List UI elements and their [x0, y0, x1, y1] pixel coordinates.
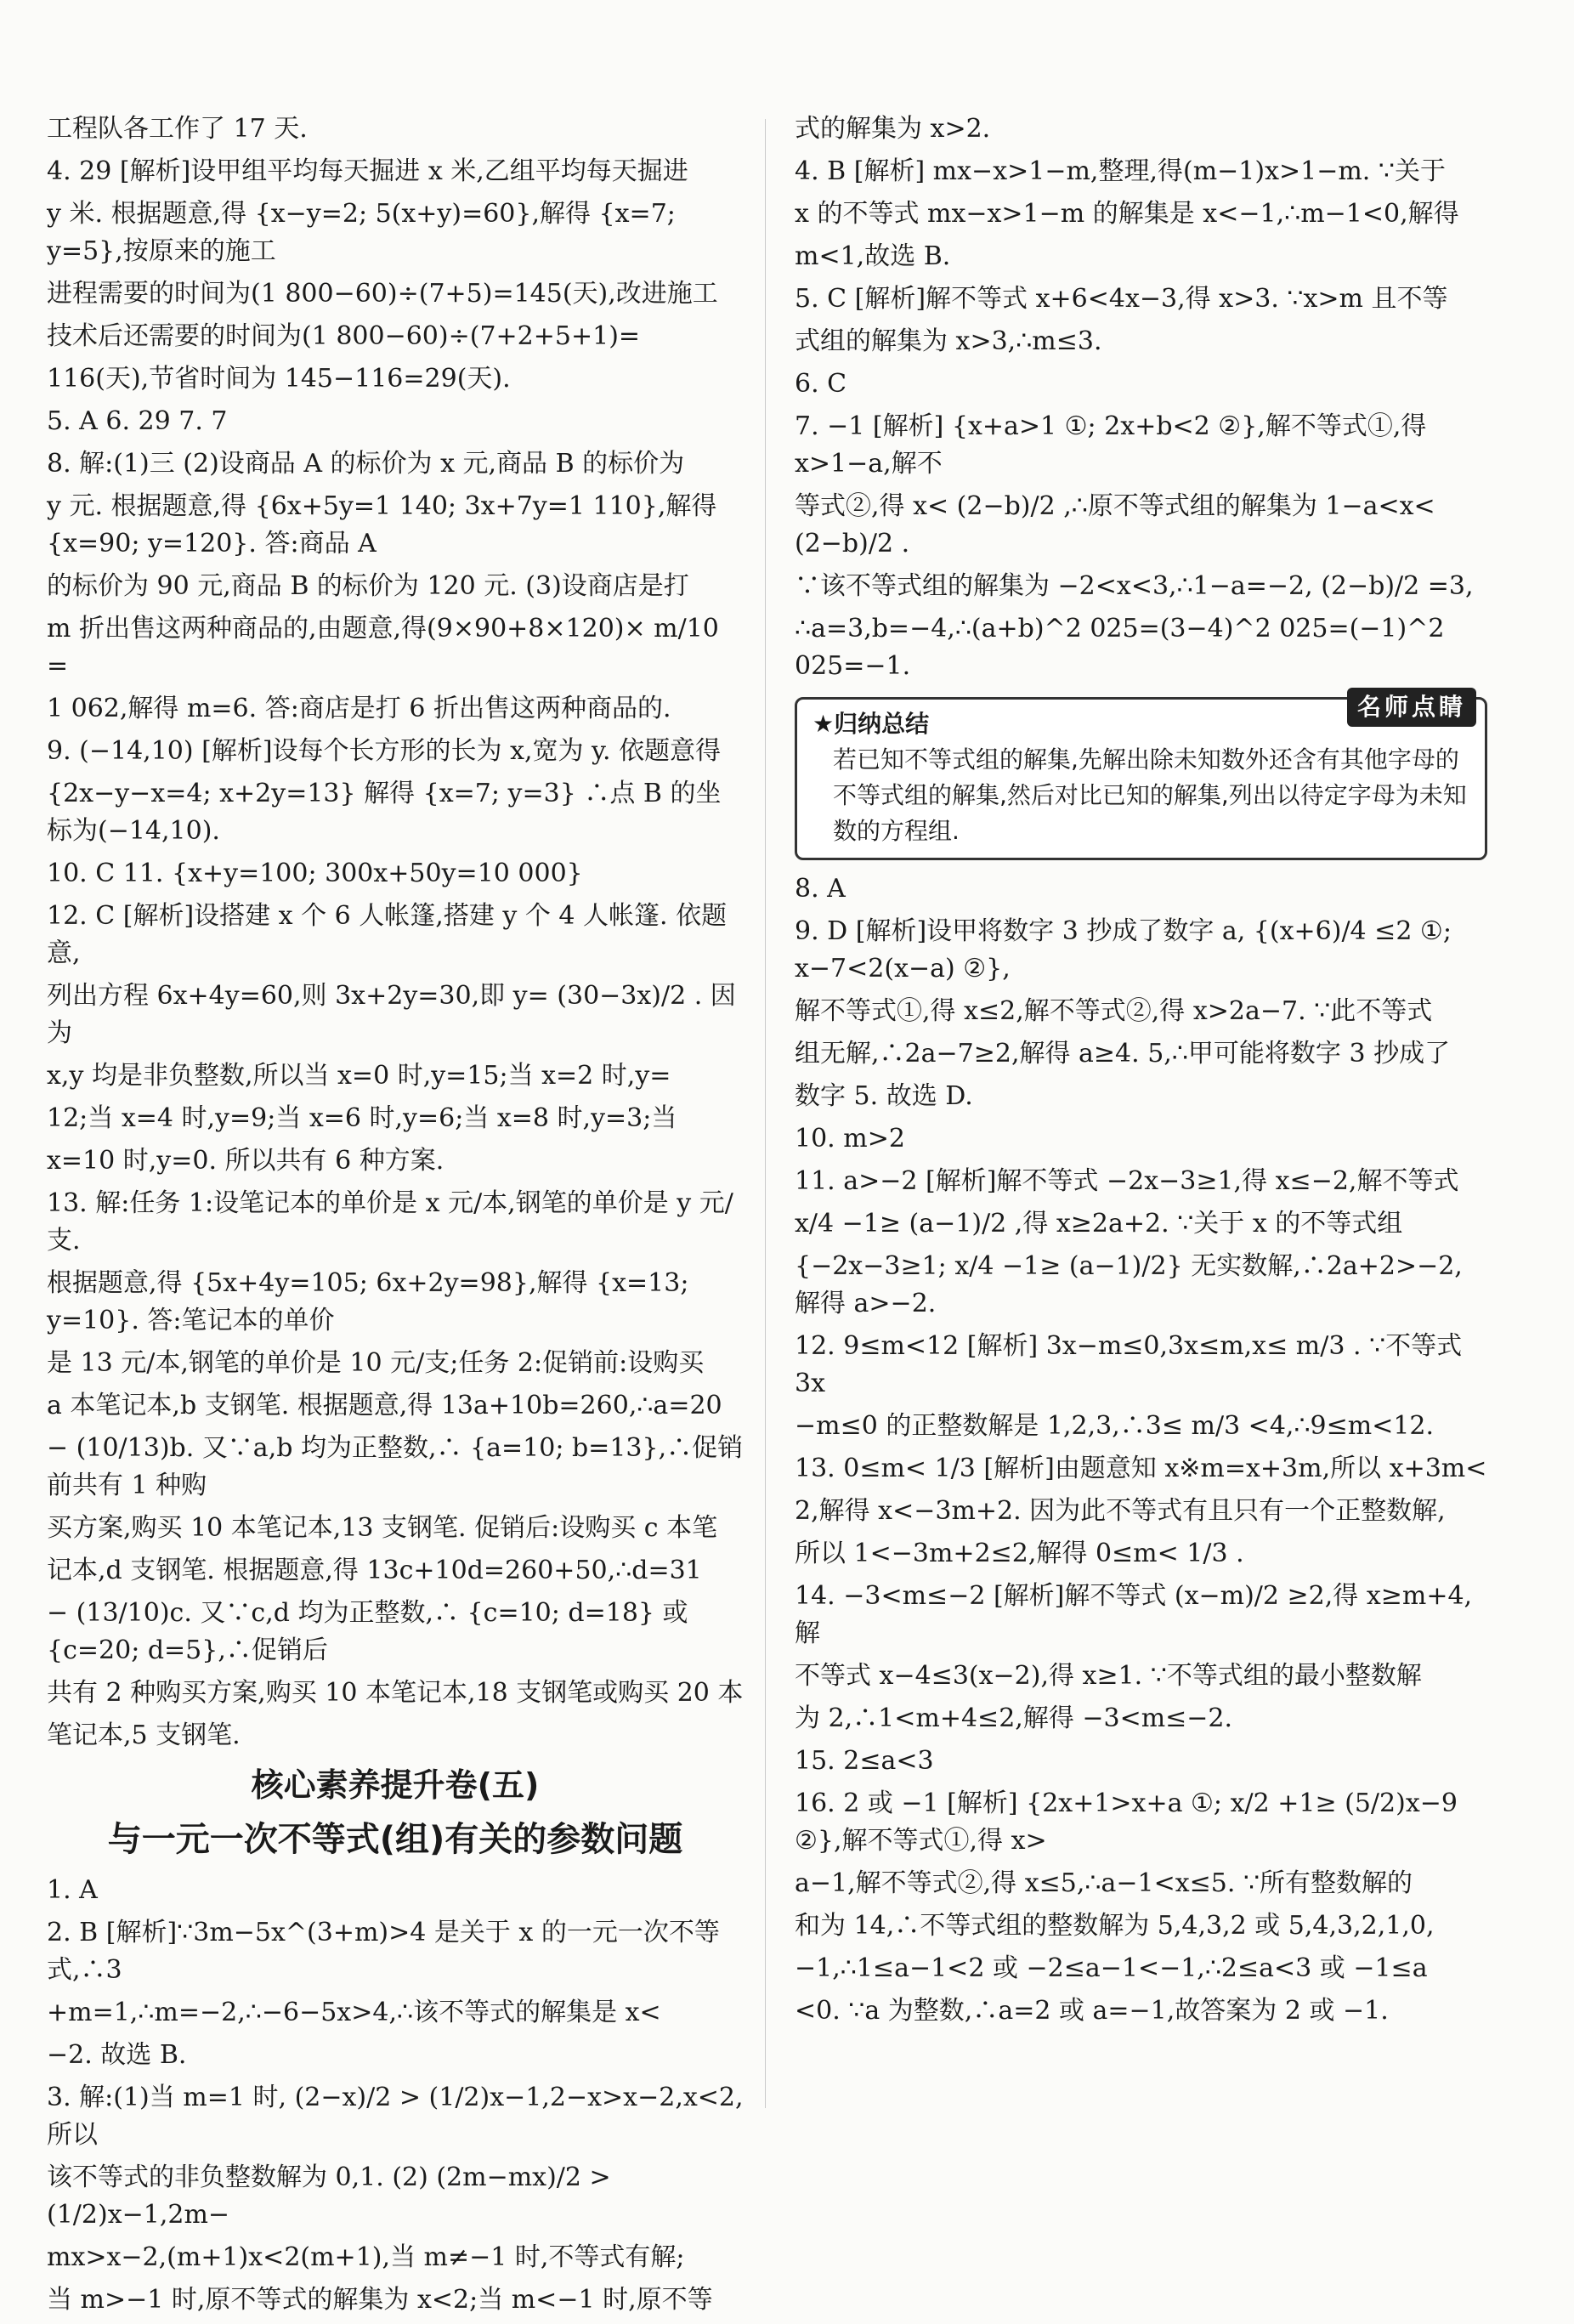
summary-body: 若已知不等式组的解集,先解出除未知数外还含有其他字母的不等式组的解集,然后对比已知的解集,列出以待定字母为未知数的方程组. [833, 745, 1467, 845]
answer-line: x=10 时,y=0. 所以共有 6 种方案. [47, 1146, 444, 1176]
answer-line: −1,∴1≤a−1<2 或 −2≤a−1<−1,∴2≤a<3 或 −1≤a [795, 1953, 1428, 1983]
answer-line: 15. 2≤a<3 [795, 1746, 934, 1776]
answer-line: 8. A [795, 874, 846, 904]
answer-line: 1 062,解得 m=6. 答:商店是打 6 折出售这两种商品的. [47, 694, 671, 723]
answer-line: +m=1,∴m=−2,∴−6−5x>4,∴该不等式的解集是 x< [47, 1998, 661, 2027]
answer-line: −2. 故选 B. [47, 2040, 187, 2070]
answer-line: 12. C [解析]设搭建 x 个 6 人帐篷,搭建 y 个 4 人帐篷. 依题意, [47, 901, 728, 968]
answer-line: 工程队各工作了 17 天. [47, 114, 308, 144]
answer-line: a 本笔记本,b 支钢笔. 根据题意,得 13a+10b=260,∴a=20 [47, 1391, 722, 1420]
answer-line: 共有 2 种购买方案,购买 10 本笔记本,18 支钢笔或购买 20 本 [47, 1678, 744, 1708]
answer-line: 116(天),节省时间为 145−116=29(天). [47, 364, 511, 394]
answer-line: a−1,解不等式②,得 x≤5,∴a−1<x≤5. ∵所有整数解的 [795, 1868, 1413, 1898]
summary-heading: ★归纳总结 [812, 710, 930, 738]
answer-line: 12. 9≤m<12 [解析] 3x−m≤0,3x≤m,x≤ m/3 . ∵不等式 3x [795, 1331, 1463, 1398]
answer-line: y 米. 根据题意,得 {x−y=2; 5(x+y)=60},解得 {x=7; y=5},按原来的施工 [47, 199, 676, 266]
answer-line: 2. B [解析]∵3m−5x^(3+m)>4 是关于 x 的一元一次不等式,∴3 [47, 1918, 720, 1985]
answer-line: 技术后还需要的时间为(1 800−60)÷(7+2+5+1)= [47, 321, 641, 351]
answer-line: 13. 0≤m< 1/3 [解析]由题意知 x※m=x+3m,所以 x+3m< [795, 1454, 1487, 1483]
answer-line: 8. 解:(1)三 (2)设商品 A 的标价为 x 元,商品 B 的标价为 [47, 449, 685, 479]
answer-line: 式的解集为 x>2. [795, 114, 991, 144]
answer-line: 16. 2 或 −1 [解析] {2x+1>x+a ①; x/2 +1≥ (5/2)x−9 ②},解不等式①,得 x> [795, 1788, 1458, 1856]
answer-line: 根据题意,得 {5x+4y=105; 6x+2y=98},解得 {x=13; y=10}. 答:笔记本的单价 [47, 1268, 689, 1335]
answer-line: mx>x−2,(m+1)x<2(m+1),当 m≠−1 时,不等式有解; [47, 2242, 685, 2272]
answer-line: 记本,d 支钢笔. 根据题意,得 13c+10d=260+50,∴d=31 [47, 1556, 702, 1585]
answer-line: 当 m>−1 时,原不等式的解集为 x<2;当 m<−1 时,原不等 [47, 2285, 713, 2315]
right-answer-lines-2 [795, 870, 1487, 2030]
answer-line: 9. (−14,10) [解析]设每个长方形的长为 x,宽为 y. 依题意得 [47, 736, 722, 766]
answer-line: 笔记本,5 支钢笔. [47, 1720, 241, 1750]
answer-line: 数字 5. 故选 D. [795, 1081, 973, 1111]
answer-line: 式组的解集为 x>3,∴m≤3. [795, 326, 1102, 356]
answer-line: 列出方程 6x+4y=60,则 3x+2y=30,即 y= (30−3x)/2 . 因为 [47, 981, 736, 1048]
answer-line: 14. −3<m≤−2 [解析]解不等式 (x−m)/2 ≥2,得 x≥m+4,解 [795, 1581, 1473, 1648]
answer-line: 解不等式①,得 x≤2,解不等式②,得 x>2a−7. ∵此不等式 [795, 996, 1433, 1026]
summary-box [795, 693, 1487, 860]
answer-line: 买方案,购买 10 本笔记本,13 支钢笔. 促销后:设购买 c 本笔 [47, 1513, 718, 1543]
answer-line: x 的不等式 mx−x>1−m 的解集是 x<−1,∴m−1<0,解得 [795, 199, 1459, 229]
answer-line: 和为 14,∴不等式组的整数解为 5,4,3,2 或 5,4,3,2,1,0, [795, 1911, 1435, 1941]
answer-line: 不等式 x−4≤3(x−2),得 x≥1. ∵不等式组的最小整数解 [795, 1661, 1422, 1691]
section-title-2: 与一元一次不等式(组)有关的参数问题 [107, 1820, 683, 1859]
answer-line: 4. 29 [解析]设甲组平均每天掘进 x 米,乙组平均每天掘进 [47, 156, 688, 186]
answer-line: − (13/10)c. 又∵c,d 均为正整数,∴ {c=10; d=18} 或 {c=20; d=5},∴促销后 [47, 1598, 688, 1665]
answer-line: 7. −1 [解析] {x+a>1 ①; 2x+b<2 ②},解不等式①,得 x>1−a,解不 [795, 411, 1427, 479]
answer-line: y 元. 根据题意,得 {6x+5y=1 140; 3x+7y=1 110},解得 {x=90; y=120}. 答:商品 A [47, 491, 717, 558]
answer-line: 13. 解:任务 1:设笔记本的单价是 x 元/本,钢笔的单价是 y 元/支. [47, 1188, 733, 1256]
left-answer-lines [47, 111, 744, 1754]
answer-line: x,y 均是非负整数,所以当 x=0 时,y=15;当 x=2 时,y= [47, 1061, 671, 1091]
answer-line: m 折出售这两种商品的,由题意,得(9×90+8×120)× m/10 = [47, 614, 719, 681]
answer-line: 10. C 11. {x+y=100; 300x+50y=10 000} [47, 859, 583, 888]
answer-line: m<1,故选 B. [795, 241, 951, 271]
answer-line: − (10/13)b. 又∵a,b 均为正整数,∴ {a=10; b=13},∴促销前共有 1 种购 [47, 1433, 744, 1500]
answer-line: 是 13 元/本,钢笔的单价是 10 元/支;任务 2:促销前:设购买 [47, 1348, 705, 1378]
section-title-1: 核心素养提升卷(五) [251, 1766, 540, 1804]
left-answer-lines-2 [47, 1872, 744, 2319]
answer-line: 3. 解:(1)当 m=1 时, (2−x)/2 > (1/2)x−1,2−x>x−2,x<2,所以 [47, 2083, 744, 2150]
answer-line: 的标价为 90 元,商品 B 的标价为 120 元. (3)设商店是打 [47, 571, 689, 601]
answer-line: 2,解得 x<−3m+2. 因为此不等式有且只有一个正整数解, [795, 1496, 1446, 1526]
answer-line: 9. D [解析]设甲将数字 3 抄成了数字 a, {(x+6)/4 ≤2 ①; x−7<2(x−a) ②}, [795, 916, 1452, 983]
answer-line: x/4 −1≥ (a−1)/2 ,得 x≥2a+2. ∵关于 x 的不等式组 [795, 1209, 1403, 1239]
right-answer-lines [795, 111, 1487, 685]
answer-line: 进程需要的时间为(1 800−60)÷(7+5)=145(天),改进施工 [47, 279, 718, 309]
answer-line: 6. C [795, 369, 847, 399]
answer-line: 5. C [解析]解不等式 x+6<4x−3,得 x>3. ∵x>m 且不等 [795, 284, 1448, 314]
answer-line: ∵该不等式组的解集为 −2<x<3,∴1−a=−2, (2−b)/2 =3, [795, 571, 1474, 601]
column-divider [765, 119, 766, 2108]
answer-line: 该不等式的非负整数解为 0,1. (2) (2m−mx)/2 > (1/2)x−1,2m− [47, 2162, 611, 2230]
answer-line: 4. B [解析] mx−x>1−m,整理,得(m−1)x>1−m. ∵关于 [795, 156, 1446, 186]
answer-line: 组无解,∴2a−7≥2,解得 a≥4. 5,∴甲可能将数字 3 抄成了 [795, 1039, 1451, 1068]
answer-line: 为 2,∴1<m+4≤2,解得 −3<m≤−2. [795, 1703, 1233, 1733]
answer-line: <0. ∵a 为整数,∴a=2 或 a=−1,故答案为 2 或 −1. [795, 1996, 1389, 2026]
right-column [795, 111, 1487, 2035]
summary-badge: 名师点睛 [1347, 688, 1476, 727]
answer-line: 12;当 x=4 时,y=9;当 x=6 时,y=6;当 x=8 时,y=3;当 [47, 1103, 677, 1133]
answer-line: 等式②,得 x< (2−b)/2 ,∴原不等式组的解集为 1−a<x< (2−b)/2 . [795, 491, 1435, 558]
answer-line: 5. A 6. 29 7. 7 [47, 406, 228, 436]
answer-line: 10. m>2 [795, 1124, 905, 1153]
answer-line: −m≤0 的正整数解是 1,2,3,∴3≤ m/3 <4,∴9≤m<12. [795, 1411, 1435, 1441]
answer-line: 11. a>−2 [解析]解不等式 −2x−3≥1,得 x≤−2,解不等式 [795, 1166, 1459, 1196]
answer-line: 所以 1<−3m+2≤2,解得 0≤m< 1/3 . [795, 1539, 1244, 1568]
answer-line: {2x−y−x=4; x+2y=13} 解得 {x=7; y=3} ∴点 B 的坐标为(−14,10). [47, 779, 722, 846]
answer-line: ∴a=3,b=−4,∴(a+b)^2 025=(3−4)^2 025=(−1)^2 025=−1. [795, 614, 1445, 681]
answer-line: {−2x−3≥1; x/4 −1≥ (a−1)/2} 无实数解,∴2a+2>−2,解得 a>−2. [795, 1251, 1463, 1318]
answer-line: 1. A [47, 1875, 98, 1905]
left-column [47, 111, 744, 2324]
